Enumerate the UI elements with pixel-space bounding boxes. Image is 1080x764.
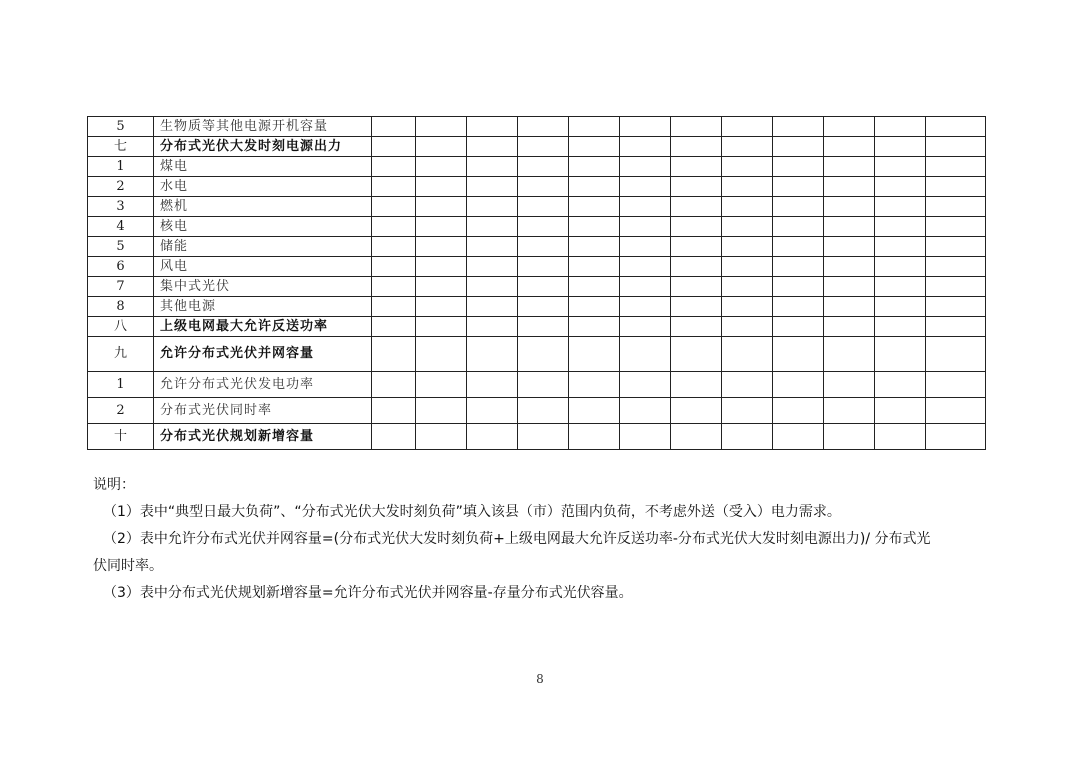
row-item: 核电 xyxy=(154,217,372,237)
value-cell xyxy=(722,137,773,157)
value-cell xyxy=(671,157,722,177)
value-cell xyxy=(416,177,467,197)
value-cell xyxy=(467,257,518,277)
value-cell xyxy=(569,197,620,217)
table-row xyxy=(88,277,986,297)
value-cell xyxy=(569,177,620,197)
value-cell xyxy=(926,297,986,317)
value-cell xyxy=(518,257,569,277)
value-cell xyxy=(518,337,569,372)
value-cell xyxy=(671,177,722,197)
value-cell xyxy=(467,424,518,450)
value-cell xyxy=(926,197,986,217)
value-cell xyxy=(569,337,620,372)
value-cell xyxy=(926,277,986,297)
table-row xyxy=(88,257,986,277)
value-cell xyxy=(824,257,875,277)
value-cell xyxy=(824,157,875,177)
table-row xyxy=(88,372,986,398)
value-cell xyxy=(620,424,671,450)
value-cell xyxy=(773,372,824,398)
value-cell xyxy=(416,237,467,257)
value-cell xyxy=(620,398,671,424)
row-number: 七 xyxy=(88,137,154,157)
value-cell xyxy=(518,372,569,398)
row-number: 2 xyxy=(88,398,154,424)
value-cell xyxy=(773,297,824,317)
value-cell xyxy=(620,217,671,237)
value-cell xyxy=(824,337,875,372)
value-cell xyxy=(926,157,986,177)
value-cell xyxy=(722,237,773,257)
table-row xyxy=(88,237,986,257)
table-row xyxy=(88,197,986,217)
value-cell xyxy=(824,372,875,398)
row-number: 八 xyxy=(88,317,154,337)
value-cell xyxy=(671,117,722,137)
row-number: 6 xyxy=(88,257,154,277)
value-cell xyxy=(926,137,986,157)
note-1: （1）表中“典型日最大负荷”、“分布式光伏大发时刻负荷”填入该县（市）范围内负荷，不考虑外送（受入）电力需求。 xyxy=(103,504,841,520)
table-row xyxy=(88,337,986,372)
value-cell xyxy=(722,177,773,197)
table-row xyxy=(88,217,986,237)
value-cell xyxy=(416,137,467,157)
value-cell xyxy=(773,337,824,372)
value-cell xyxy=(926,117,986,137)
value-cell xyxy=(372,157,416,177)
row-item: 集中式光伏 xyxy=(154,277,372,297)
value-cell xyxy=(926,237,986,257)
value-cell xyxy=(416,157,467,177)
value-cell xyxy=(620,237,671,257)
value-cell xyxy=(824,297,875,317)
value-cell xyxy=(620,137,671,157)
value-cell xyxy=(518,398,569,424)
value-cell xyxy=(824,398,875,424)
table-row xyxy=(88,424,986,450)
value-cell xyxy=(824,117,875,137)
value-cell xyxy=(875,237,926,257)
row-item: 水电 xyxy=(154,177,372,197)
value-cell xyxy=(467,237,518,257)
value-cell xyxy=(824,237,875,257)
row-item: 上级电网最大允许反送功率 xyxy=(154,317,372,337)
row-item: 分布式光伏大发时刻电源出力 xyxy=(154,137,372,157)
row-number: 5 xyxy=(88,117,154,137)
table-row xyxy=(88,297,986,317)
value-cell xyxy=(467,372,518,398)
value-cell xyxy=(518,317,569,337)
value-cell xyxy=(569,317,620,337)
row-item: 允许分布式光伏并网容量 xyxy=(154,337,372,372)
value-cell xyxy=(824,277,875,297)
value-cell xyxy=(416,277,467,297)
value-cell xyxy=(722,157,773,177)
note-2-continued: 伏同时率。 xyxy=(93,558,163,574)
value-cell xyxy=(620,257,671,277)
value-cell xyxy=(875,398,926,424)
value-cell xyxy=(620,372,671,398)
value-cell xyxy=(467,337,518,372)
value-cell xyxy=(518,137,569,157)
value-cell xyxy=(875,257,926,277)
value-cell xyxy=(372,237,416,257)
value-cell xyxy=(416,217,467,237)
value-cell xyxy=(416,424,467,450)
note-2: （2）表中允许分布式光伏并网容量=(分布式光伏大发时刻负荷+上级电网最大允许反送功率-分布式光伏大发时刻电源出力)/ 分布式光 xyxy=(103,531,931,547)
value-cell xyxy=(773,237,824,257)
value-cell xyxy=(875,337,926,372)
value-cell xyxy=(467,297,518,317)
value-cell xyxy=(372,372,416,398)
value-cell xyxy=(569,372,620,398)
value-cell xyxy=(467,137,518,157)
row-item: 其他电源 xyxy=(154,297,372,317)
value-cell xyxy=(722,257,773,277)
value-cell xyxy=(416,337,467,372)
value-cell xyxy=(773,277,824,297)
value-cell xyxy=(372,177,416,197)
value-cell xyxy=(372,398,416,424)
value-cell xyxy=(671,197,722,217)
value-cell xyxy=(671,217,722,237)
value-cell xyxy=(372,257,416,277)
value-cell xyxy=(671,317,722,337)
value-cell xyxy=(671,257,722,277)
value-cell xyxy=(875,372,926,398)
value-cell xyxy=(722,424,773,450)
value-cell xyxy=(569,297,620,317)
table-row xyxy=(88,157,986,177)
value-cell xyxy=(620,157,671,177)
value-cell xyxy=(875,297,926,317)
value-cell xyxy=(372,117,416,137)
value-cell xyxy=(518,197,569,217)
value-cell xyxy=(518,297,569,317)
value-cell xyxy=(926,217,986,237)
value-cell xyxy=(926,424,986,450)
value-cell xyxy=(773,197,824,217)
value-cell xyxy=(620,197,671,217)
value-cell xyxy=(620,297,671,317)
value-cell xyxy=(722,337,773,372)
table-row xyxy=(88,137,986,157)
value-cell xyxy=(569,137,620,157)
data-table xyxy=(87,116,986,450)
row-item: 生物质等其他电源开机容量 xyxy=(154,117,372,137)
row-number: 8 xyxy=(88,297,154,317)
value-cell xyxy=(671,337,722,372)
value-cell xyxy=(416,297,467,317)
value-cell xyxy=(671,297,722,317)
value-cell xyxy=(372,337,416,372)
value-cell xyxy=(569,217,620,237)
value-cell xyxy=(467,217,518,237)
row-item: 储能 xyxy=(154,237,372,257)
value-cell xyxy=(467,398,518,424)
value-cell xyxy=(671,372,722,398)
value-cell xyxy=(875,177,926,197)
value-cell xyxy=(824,217,875,237)
value-cell xyxy=(671,424,722,450)
row-item: 煤电 xyxy=(154,157,372,177)
value-cell xyxy=(773,137,824,157)
value-cell xyxy=(416,317,467,337)
row-number: 5 xyxy=(88,237,154,257)
value-cell xyxy=(875,117,926,137)
value-cell xyxy=(875,277,926,297)
row-number: 1 xyxy=(88,157,154,177)
row-number: 7 xyxy=(88,277,154,297)
value-cell xyxy=(620,177,671,197)
value-cell xyxy=(722,277,773,297)
value-cell xyxy=(671,137,722,157)
value-cell xyxy=(416,398,467,424)
value-cell xyxy=(773,398,824,424)
value-cell xyxy=(926,317,986,337)
note-3: （3）表中分布式光伏规划新增容量=允许分布式光伏并网容量-存量分布式光伏容量。 xyxy=(103,585,633,601)
value-cell xyxy=(467,117,518,137)
value-cell xyxy=(467,277,518,297)
table-row xyxy=(88,177,986,197)
table-row xyxy=(88,117,986,137)
value-cell xyxy=(875,424,926,450)
value-cell xyxy=(824,197,875,217)
value-cell xyxy=(773,157,824,177)
row-item: 分布式光伏规划新增容量 xyxy=(154,424,372,450)
value-cell xyxy=(518,237,569,257)
value-cell xyxy=(722,317,773,337)
row-item: 风电 xyxy=(154,257,372,277)
value-cell xyxy=(620,317,671,337)
value-cell xyxy=(518,177,569,197)
value-cell xyxy=(467,157,518,177)
value-cell xyxy=(926,337,986,372)
value-cell xyxy=(372,217,416,237)
value-cell xyxy=(467,197,518,217)
value-cell xyxy=(372,297,416,317)
value-cell xyxy=(926,372,986,398)
row-number: 4 xyxy=(88,217,154,237)
value-cell xyxy=(824,317,875,337)
row-number: 2 xyxy=(88,177,154,197)
value-cell xyxy=(518,117,569,137)
value-cell xyxy=(671,237,722,257)
value-cell xyxy=(875,197,926,217)
value-cell xyxy=(875,317,926,337)
value-cell xyxy=(722,398,773,424)
value-cell xyxy=(824,424,875,450)
value-cell xyxy=(569,157,620,177)
value-cell xyxy=(773,424,824,450)
value-cell xyxy=(773,117,824,137)
value-cell xyxy=(620,277,671,297)
value-cell xyxy=(926,257,986,277)
value-cell xyxy=(773,177,824,197)
value-cell xyxy=(467,177,518,197)
notes-heading: 说明： xyxy=(93,477,135,493)
value-cell xyxy=(518,217,569,237)
value-cell xyxy=(671,398,722,424)
value-cell xyxy=(569,424,620,450)
value-cell xyxy=(372,197,416,217)
value-cell xyxy=(569,117,620,137)
value-cell xyxy=(926,398,986,424)
row-number: 十 xyxy=(88,424,154,450)
value-cell xyxy=(372,317,416,337)
value-cell xyxy=(773,217,824,237)
value-cell xyxy=(416,257,467,277)
value-cell xyxy=(875,137,926,157)
value-cell xyxy=(416,372,467,398)
value-cell xyxy=(569,237,620,257)
value-cell xyxy=(722,217,773,237)
value-cell xyxy=(773,317,824,337)
value-cell xyxy=(824,177,875,197)
row-item: 分布式光伏同时率 xyxy=(154,398,372,424)
value-cell xyxy=(569,398,620,424)
value-cell xyxy=(824,137,875,157)
row-item: 燃机 xyxy=(154,197,372,217)
value-cell xyxy=(671,277,722,297)
value-cell xyxy=(518,157,569,177)
value-cell xyxy=(569,257,620,277)
value-cell xyxy=(416,117,467,137)
value-cell xyxy=(372,277,416,297)
value-cell xyxy=(773,257,824,277)
value-cell xyxy=(416,197,467,217)
value-cell xyxy=(467,317,518,337)
row-number: 3 xyxy=(88,197,154,217)
page-number: 8 xyxy=(536,672,544,686)
value-cell xyxy=(875,217,926,237)
row-number: 九 xyxy=(88,337,154,372)
value-cell xyxy=(875,157,926,177)
value-cell xyxy=(722,197,773,217)
value-cell xyxy=(620,117,671,137)
value-cell xyxy=(518,277,569,297)
value-cell xyxy=(722,372,773,398)
value-cell xyxy=(722,297,773,317)
value-cell xyxy=(620,337,671,372)
row-number: 1 xyxy=(88,372,154,398)
table-row xyxy=(88,317,986,337)
notes-section xyxy=(93,472,993,607)
value-cell xyxy=(926,177,986,197)
row-item: 允许分布式光伏发电功率 xyxy=(154,372,372,398)
value-cell xyxy=(372,424,416,450)
table-row xyxy=(88,398,986,424)
value-cell xyxy=(518,424,569,450)
value-cell xyxy=(569,277,620,297)
value-cell xyxy=(372,137,416,157)
value-cell xyxy=(722,117,773,137)
